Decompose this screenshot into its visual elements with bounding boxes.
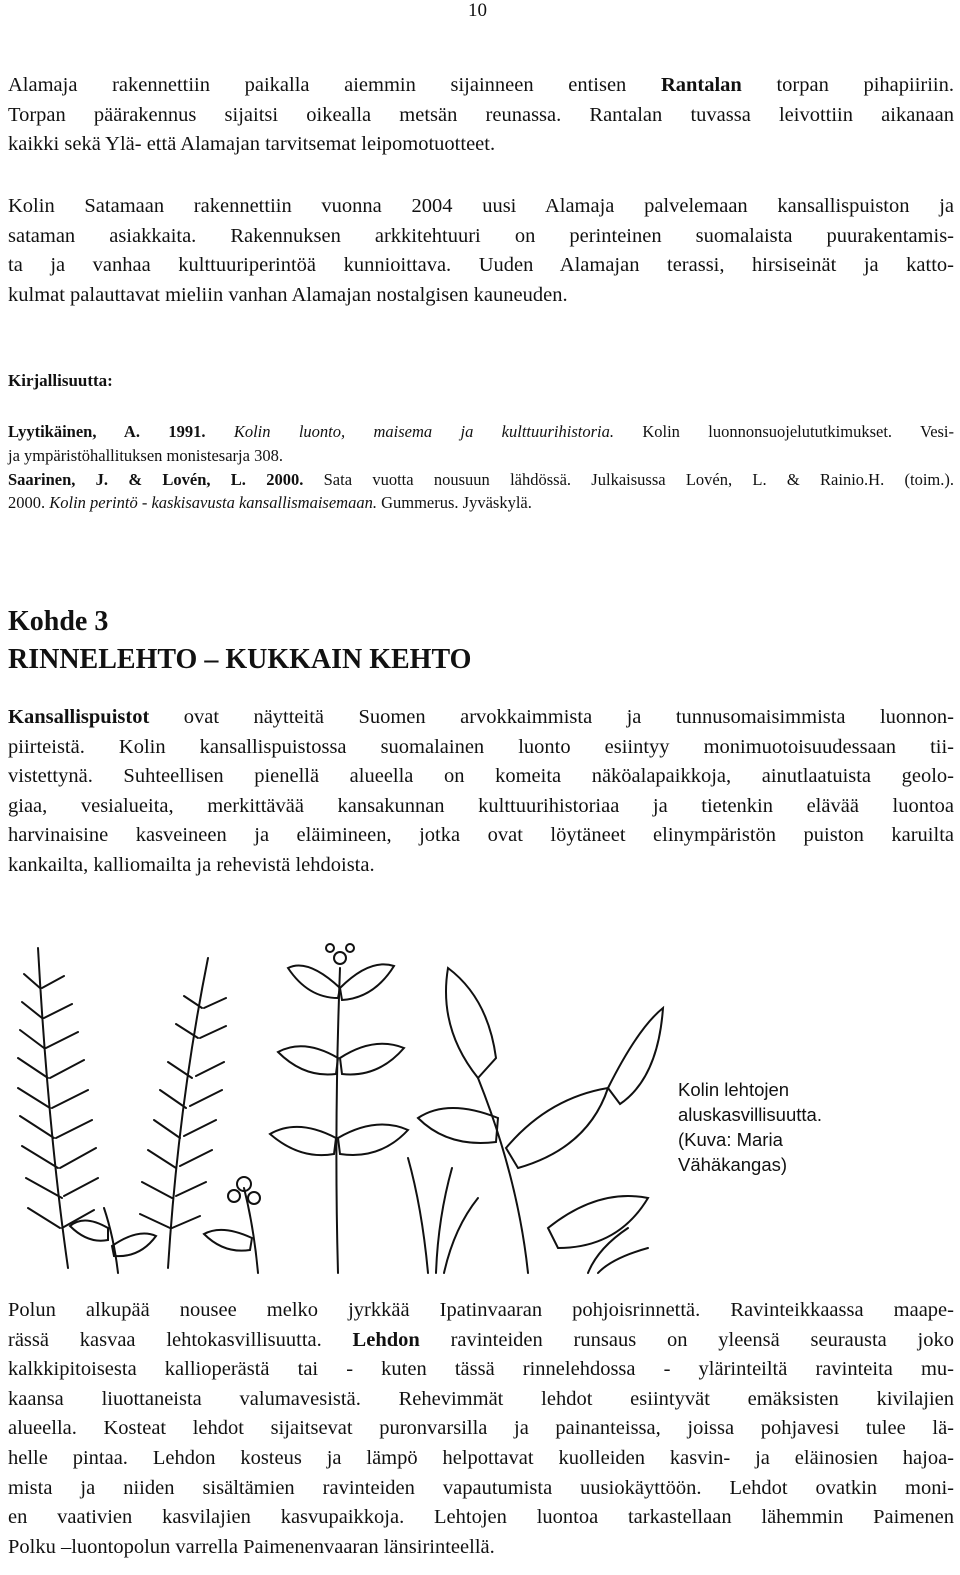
- text-line: piirteistä. Kolin kansallispuistossa suomalainen luonto esiintyy monimuotoisuudessaan tii-: [8, 735, 954, 758]
- bold-term-lehdon: Lehdon: [352, 1328, 420, 1351]
- reference-2-line-2: 2000. Kolin perintö - kaskisavusta kansallismaisemaan. Gummerus. Jyväskylä.: [8, 493, 532, 513]
- text-line: kalkkipitoisesta kallioperästä tai - kuten tässä rinnelehdossa - ylärinteiltä ravinteita mu-: [8, 1358, 954, 1381]
- text-line: sataman asiakkaita. Rakennuksen arkkitehtuuri on perinteinen suomalaista puurakentamis-: [8, 224, 954, 247]
- paragraph-national-parks: [8, 703, 954, 881]
- paragraph-alamaja-history: [8, 71, 954, 160]
- text-line: Alamaja rakennettiin paikalla aiemmin sijainneen entisen Rantalan torpan pihapiiriin.: [8, 74, 954, 96]
- section-heading: [8, 603, 471, 679]
- fern-frond-mid: [140, 958, 226, 1268]
- caption-line: Vähäkangas): [678, 1154, 788, 1175]
- reference-2-line-1: Saarinen, J. & Lovén, L. 2000. Sata vuotta nousuun lähdössä. Julkaisussa Lovén, L. & Rainio.H. (toim.).: [8, 469, 954, 489]
- text-line: Kolin Satamaan rakennettiin vuonna 2004 uusi Alamaja palvelemaan kansallispuiston ja: [8, 195, 954, 217]
- text-line: vistettynä. Suhteellisen pienellä alueella on komeita näköalapaikkoja, ainutlaatuista geolo-: [8, 765, 954, 788]
- grass-blades: [408, 1158, 648, 1273]
- text-line: Torpan päärakennus sijaitsi oikealla metsän reunassa. Rantalan tuvassa leivottiin aikanaan: [8, 103, 954, 126]
- figure-caption: [678, 1077, 918, 1177]
- text-line: Kansallispuistot ovat näytteitä Suomen arvokkaimmista ja tunnusomaisimmista luonnon-: [8, 706, 954, 728]
- literature-references: [8, 420, 954, 515]
- text-line: ta ja vanhaa kulttuuriperintöä kunnioittava. Uuden Alamajan terassi, hirsiseinät ja katto-: [8, 254, 954, 277]
- paragraph-new-alamaja: [8, 192, 954, 310]
- text-line: rässä kasvaa lehtokasvillisuutta. Lehdon ravinteiden runsaus on yleensä seurausta joko: [8, 1328, 954, 1351]
- bold-term-kansallispuistot: Kansallispuistot: [8, 706, 150, 728]
- text-line: alueella. Kosteat lehdot sijaitsevat puronvarsilla ja painanteissa, joissa pohjavesi tulee lä-: [8, 1417, 954, 1440]
- caption-line: Kolin lehtojen: [678, 1079, 790, 1100]
- text-line: en vaativien kasvilajien kasvupaikkoja. Lehtojen luontoa tarkastellaan lähemmin Paimenen: [8, 1506, 954, 1529]
- reference-1-line-1: Lyytikäinen, A. 1991. Kolin luonto, maisema ja kulttuurihistoria. Kolin luonnonsuojelututkimukset. Vesi-: [8, 422, 955, 441]
- text-line: kaansa liuottaneista valumavesistä. Rehevimmät lehdot esiintyvät emäksisten kivilajien: [8, 1387, 954, 1410]
- literature-heading: Kirjallisuutta:: [8, 371, 113, 390]
- text-line: mista ja niiden sisältämien ravinteiden vapautumista uusiokäyttöön. Lehdot ovatkin moni-: [8, 1476, 954, 1499]
- text-line: giaa, vesialueita, merkittävää kansakunnan kulttuurihistoriaa ja tietenkin elävää luontoa: [8, 794, 954, 817]
- section-number: Kohde 3: [8, 606, 109, 637]
- text-line: helle pintaa. Lehdon kosteus ja lämpö helpottavat kuolleiden kasvin- ja eläinosien hajoa-: [8, 1446, 954, 1469]
- paragraph-grove-description: [8, 1296, 954, 1562]
- plant-illustration: [8, 928, 668, 1276]
- caption-line: (Kuva: Maria: [678, 1129, 783, 1150]
- caption-line: aluskasvillisuutta.: [678, 1104, 822, 1125]
- bold-term-rantalan: Rantalan: [660, 74, 742, 96]
- broad-leaf-plant: [418, 968, 663, 1273]
- text-line: kaikki sekä Ylä- että Alamajan tarvitsemat leipomotuotteet.: [8, 133, 496, 156]
- reference-1-line-2: ja ympäristöhallituksen monistesarja 308.: [8, 445, 283, 465]
- text-line: kulmat palauttavat mieliin vanhan Alamajan nostalgisen kauneuden.: [8, 283, 568, 306]
- flowering-stalk: [270, 944, 408, 1273]
- text-line: Polun alkupää nousee melko jyrkkää Ipatinvaaran pohjoisrinnettä. Ravinteikkaassa maape-: [8, 1299, 954, 1321]
- text-line: kankailta, kalliomailta ja rehevistä lehdoista.: [8, 853, 375, 876]
- section-title: RINNELEHTO – KUKKAIN KEHTO: [8, 644, 472, 675]
- text-line: harvinaisine kasveineen ja eläimineen, jotka ovat löytäneet elinympäristön puiston karuilta: [8, 824, 954, 847]
- text-line: Polku –luontopolun varrella Paimenenvaaran länsirinteellä.: [8, 1535, 495, 1558]
- page-number: 10: [468, 0, 487, 21]
